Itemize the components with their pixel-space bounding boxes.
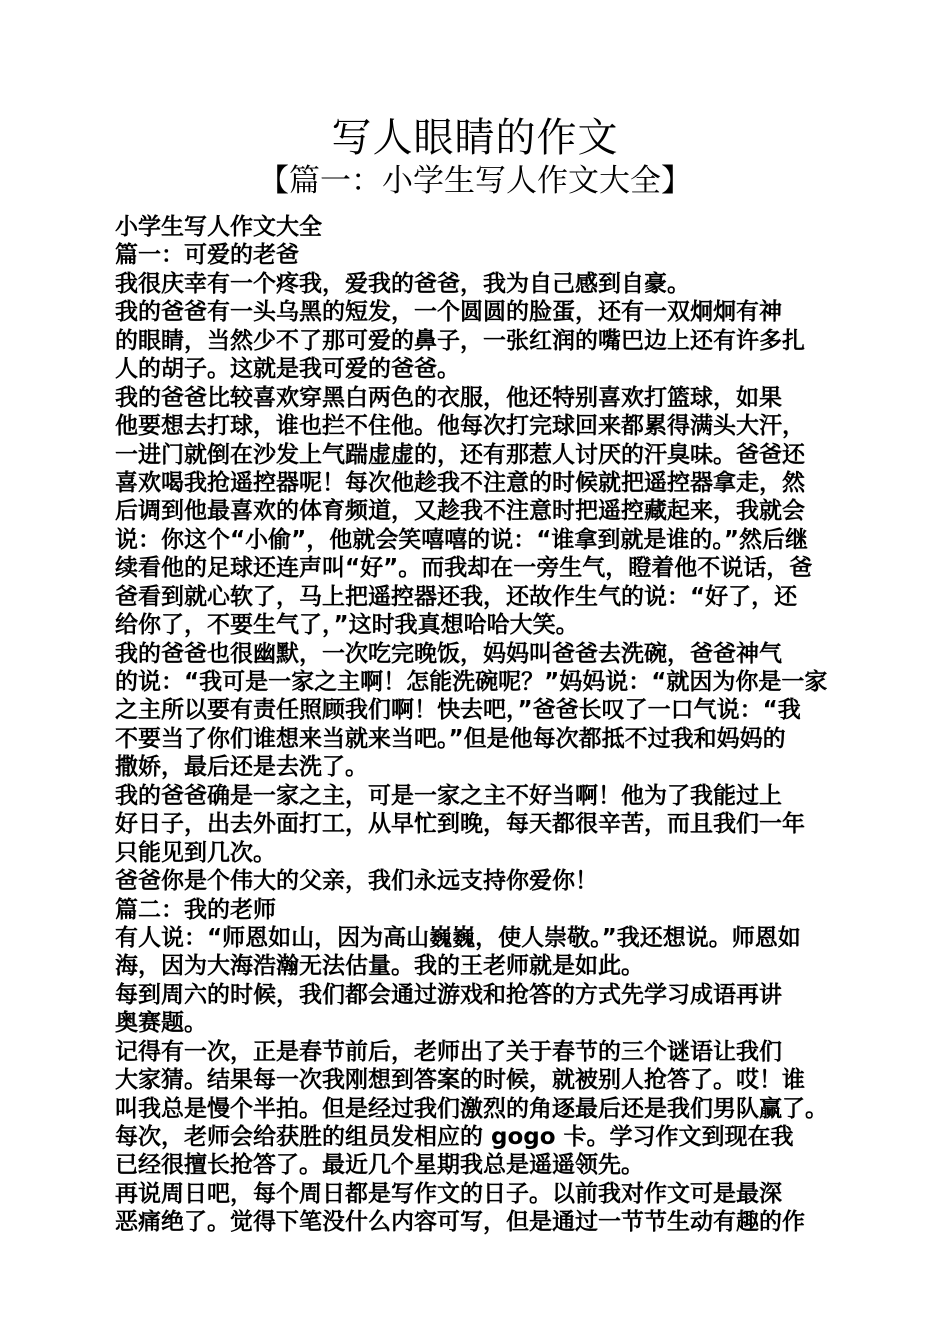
text-line: 说：你这个“小偷”，他就会笑嘻嘻的说：“谁拿到就是谁的。”然后继 — [115, 526, 808, 553]
text-line: 大家猜。结果每一次我刚想到答案的时候，就被别人抢答了。哎！谁 — [115, 1067, 805, 1094]
text-line: 每次，老师会给获胜的组员发相应的 gogo 卡。学习作文到现在我 — [115, 1124, 794, 1150]
document-body — [115, 213, 850, 1237]
text-line: 记得有一次，正是春节前后，老师出了关于春节的三个谜语让我们 — [115, 1038, 782, 1065]
text-line: 每到周六的时候，我们都会通过游戏和抢答的方式先学习成语再讲 — [115, 981, 782, 1008]
text-line: 我的爸爸有一头乌黑的短发，一个圆圆的脸蛋，还有一双炯炯有神 — [115, 299, 782, 326]
text-line: 恶痛绝了。觉得下笔没什么内容可写，但是通过一节节生动有趣的作 — [115, 1209, 805, 1236]
text-line: 一进门就倒在沙发上气踹虚虚的，还有那惹人讨厌的汗臭味。爸爸还 — [115, 441, 805, 468]
text-line: 有人说：“师恩如山，因为高山巍巍，使人崇敬。”我还想说。师恩如 — [115, 924, 801, 951]
text-line: 我的爸爸确是一家之主，可是一家之主不好当啊！他为了我能过上 — [115, 782, 782, 809]
text-line: 再说周日吧，每个周日都是写作文的日子。以前我对作文可是最深 — [115, 1180, 782, 1207]
text-line: 续看他的足球还连声叫“好”。而我却在一旁生气，瞪着他不说话，爸 — [115, 555, 813, 582]
text-line: 我很庆幸有一个疼我，爱我的爸爸，我为自己感到自豪。 — [115, 270, 690, 297]
text-line: 不要当了你们谁想来当就来当吧。”但是他每次都抵不过我和妈妈的 — [115, 725, 786, 752]
text-line: 爸看到就心软了，马上把遥控器还我，还故作生气的说：“好了，还 — [115, 583, 798, 610]
text-line: 的眼睛，当然少不了那可爱的鼻子，一张红润的嘴巴边上还有许多扎 — [115, 327, 805, 354]
text-line: 已经很擅长抢答了。最近几个星期我总是遥遥领先。 — [115, 1152, 644, 1179]
text-line: 喜欢喝我抢遥控器呢！每次他趁我不注意的时候就把遥控器拿走，然 — [115, 469, 805, 496]
text-line: 给你了，不要生气了，”这时我真想哈哈大笑。 — [115, 612, 579, 639]
text-line: 他要想去打球，谁也拦不住他。他每次打完球回来都累得满头大汗， — [115, 413, 805, 440]
text-line: 后调到他最喜欢的体育频道，又趁我不注意时把遥控藏起来，我就会 — [115, 498, 805, 525]
text-line: 叫我总是慢个半拍。但是经过我们激烈的角逐最后还是我们男队赢了。 — [115, 1095, 828, 1122]
text-line: 小学生写人作文大全 — [115, 214, 322, 240]
text-line: 之主所以要有责任照顾我们啊！快去吧，”爸爸长叹了一口气说：“我 — [115, 697, 801, 724]
text-line: 的说：“我可是一家之主啊！怎能洗碗呢？”妈妈说：“就因为你是一家 — [115, 669, 828, 695]
text-line: 篇一：可爱的老爸 — [115, 242, 299, 269]
document-title: 写人眼睛的作文 — [331, 115, 619, 161]
text-line: 撒娇，最后还是去洗了。 — [115, 754, 368, 781]
text-line: 我的爸爸比较喜欢穿黑白两色的衣服，他还特别喜欢打篮球，如果 — [115, 384, 782, 411]
document-subtitle: 【篇一：小学生写人作文大全】 — [258, 163, 692, 199]
text-line: 海，因为大海浩瀚无法估量。我的王老师就是如此。 — [115, 953, 644, 980]
text-line: 我的爸爸也很幽默，一次吃完晚饭，妈妈叫爸爸去洗碗，爸爸神气 — [115, 640, 782, 667]
text-line: 人的胡子。这就是我可爱的爸爸。 — [115, 356, 460, 383]
text-line: 篇二：我的老师 — [115, 896, 276, 923]
text-line: 只能见到几次。 — [115, 839, 276, 866]
text-line: 好日子，出去外面打工，从早忙到晚，每天都很辛苦，而且我们一年 — [115, 811, 805, 838]
text-line: 奥赛题。 — [115, 1010, 207, 1037]
text-line: 爸爸你是个伟大的父亲，我们永远支持你爱你！ — [115, 868, 598, 895]
